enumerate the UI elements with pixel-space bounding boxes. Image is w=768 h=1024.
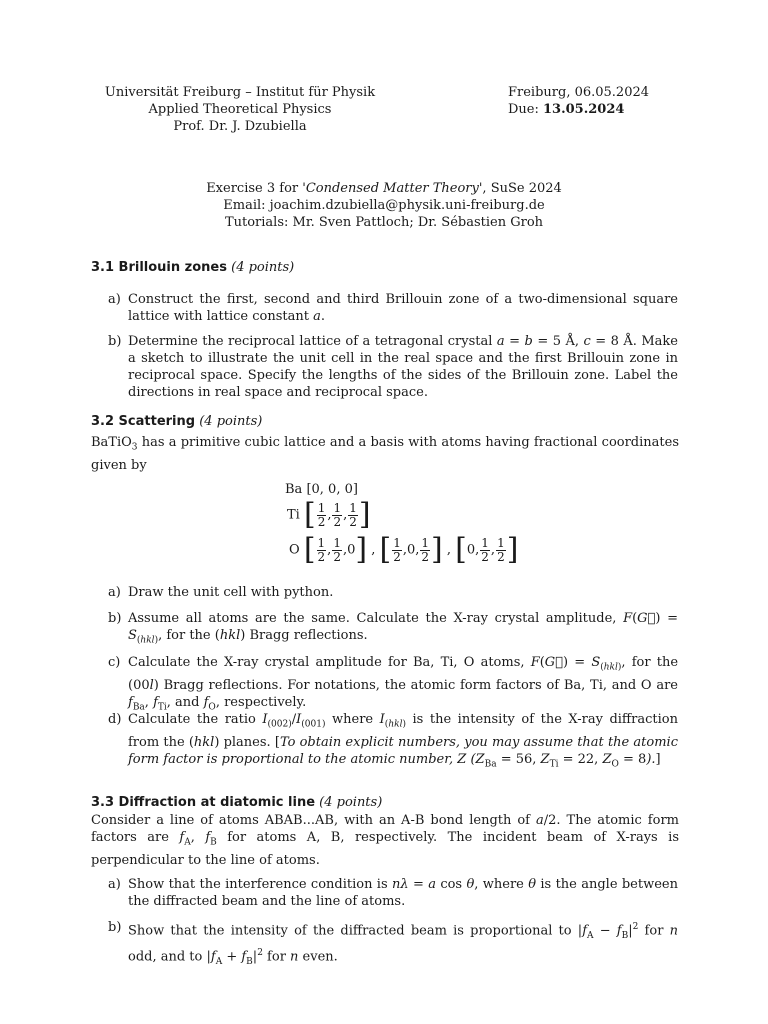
task-3-2-d — [108, 711, 678, 773]
professor-line: Prof. Dr. J. Dzubiella — [173, 119, 307, 134]
atom-label: Ba — [285, 482, 303, 497]
task-text: Calculate the ratio $I_{(002)}/I_{(001)}$ where $I_{(hkl)}$ is the intensity of the X-ray diffraction from the (hkl) planes. [To obtain explicit numbers, you may assume that the atomic form factor is proportional to the atomic number, Z ($Z_{Ba} = 56$, $Z_{Ti} = 22$, $Z_O = 8$).] — [128, 712, 678, 770]
section-3-3-heading — [91, 794, 382, 811]
department-line: Applied Theoretical Physics — [148, 102, 332, 117]
issue-date: Freiburg, 06.05.2024 — [508, 85, 650, 100]
task-label: a) — [108, 292, 121, 307]
atom-label: Ti — [287, 507, 300, 523]
task-label: a) — [108, 585, 121, 600]
task-3-3-b — [108, 919, 678, 971]
task-text: Show that the interference condition is nλ = a cos θ, where θ is the angle between the diffracted beam and the line of atoms. — [128, 877, 678, 909]
section-points: (4 points) — [231, 260, 295, 275]
section-3-1-heading — [91, 259, 294, 276]
date-header — [508, 84, 708, 118]
section-title: 3.3 Diffraction at diatomic line — [91, 795, 316, 810]
task-3-1-a — [108, 291, 678, 325]
task-3-1-b — [108, 333, 678, 401]
section-title: 3.1 Brillouin zones — [91, 260, 227, 275]
task-label: b) — [108, 334, 122, 349]
section-3-2-intro: BaTiO$_3$ has a primitive cubic lattice and a basis with atoms having fractional coordinates given by — [91, 435, 679, 473]
section-points: (4 points) — [319, 795, 383, 810]
task-3-2-a — [108, 584, 678, 601]
section-title: 3.2 Scattering — [91, 414, 196, 429]
task-text: Construct the first, second and third Brillouin zone of a two-dimensional square lattice with lattice constant a. — [128, 292, 678, 324]
exercise-info — [100, 180, 668, 231]
task-3-2-b — [108, 610, 678, 650]
section-points: (4 points) — [199, 414, 263, 429]
section-3-3-intro: Consider a line of atoms ABAB...AB, with an A-B bond length of a/2. The atomic form factors are $f_A$, $f_B$ for atoms A, B, respectively. The incident beam of X-rays is perpendicular to the line of atoms. — [91, 813, 680, 868]
atom-label: O — [289, 542, 300, 558]
due-label: Due: — [508, 102, 539, 117]
task-3-2-c — [108, 654, 678, 716]
ba-coordinates: Ba [0, 0, 0] — [285, 482, 358, 497]
email-line: Email: joachim.dzubiella@physik.uni-freiburg.de — [223, 198, 545, 213]
o-coordinates: O [ $\frac{1}{2}$ , $\frac{1}{2}$ ,0] , [ $\frac{1}{2}$ ,0, $\frac{1}{2}$ ] , [0, $\frac{1}{2}$ , $\frac{1}{2}$ ] — [289, 532, 519, 567]
task-label: d) — [108, 712, 122, 727]
section-3-2-heading — [91, 413, 262, 430]
ti-coordinates: Ti [ $\frac{1}{2}$ , $\frac{1}{2}$ , $\frac{1}{2}$ ] — [287, 497, 371, 532]
due-line — [508, 101, 708, 118]
task-label: b) — [108, 920, 122, 935]
course-name: Condensed Matter Theory — [305, 181, 479, 196]
task-label: b) — [108, 611, 122, 626]
exercise-prefix: Exercise 3 for ' — [206, 181, 306, 196]
task-label: c) — [108, 655, 121, 670]
exercise-title — [100, 180, 668, 197]
exercise-suffix: ', SuSe 2024 — [478, 181, 562, 196]
task-text: Calculate the X-ray crystal amplitude for Ba, Ti, O atoms, F(G⃗) = $S_{(hkl)}$, for the (00l) Bragg reflections. For notations, the atomic form factors of Ba, Ti, and O are $f_{Ba}$, $f_{Ti}$, and $f_O$, respectively. — [128, 655, 679, 713]
task-text: Show that the intensity of the diffracted beam is proportional to $|f_A - f_B|^2$ for n odd, and to $|f_A + f_B|^2$ for n even. — [128, 922, 678, 967]
task-label: a) — [108, 877, 121, 892]
tutorials-line: Tutorials: Mr. Sven Pattloch; Dr. Sébastien Groh — [224, 215, 544, 230]
task-3-3-a — [108, 876, 678, 910]
due-date: 13.05.2024 — [543, 102, 625, 117]
task-text: Assume all atoms are the same. Calculate the X-ray crystal amplitude, F(G⃗) = $S_{(hkl)}$, for the (hkl) Bragg reflections. — [128, 611, 678, 646]
institution-header — [70, 84, 410, 135]
task-text: Draw the unit cell with python. — [128, 585, 334, 600]
task-text: Determine the reciprocal lattice of a tetragonal crystal a = b = 5 Å, c = 8 Å. Make a sketch to illustrate the unit cell in the real space and the first Brillouin zone in reciprocal space. Specify the lengths of the sides of the Brillouin zone. Label the directions in real space and reciprocal space. — [128, 334, 678, 400]
institution-line: Universität Freiburg – Institut für Physik — [104, 85, 376, 100]
